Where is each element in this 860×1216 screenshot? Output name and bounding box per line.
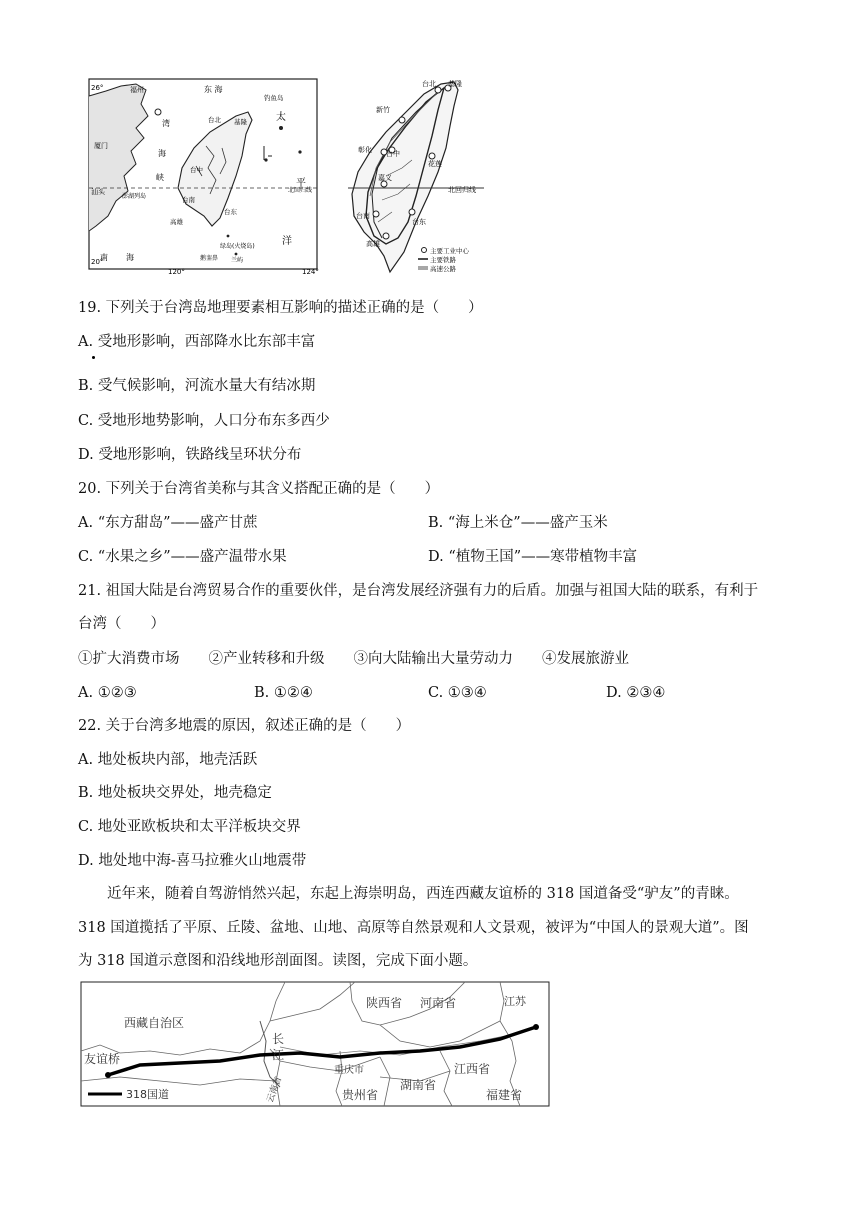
left-gaoxiong-label: 高雄 xyxy=(170,218,183,226)
q22-option-c[interactable]: C. 地处亚欧板块和太平洋板块交界 xyxy=(78,819,301,835)
right-xinzhu-label: 新竹 xyxy=(376,106,390,114)
q21-items: ①扩大消费市场 ②产业转移和升级 ③向大陆输出大量劳动力 ④发展旅游业 xyxy=(78,651,629,667)
q22-option-a[interactable]: A. 地处板块内部，地壳活跃 xyxy=(78,752,258,768)
left-taibei-label: 台北 xyxy=(208,116,221,124)
q20-option-d[interactable]: D. “植物王国”——寒带植物丰富 xyxy=(428,549,638,565)
q19-stem: 19. 下列关于台湾岛地理要素相互影响的描述正确的是（ ） xyxy=(78,300,483,316)
south-sea-nan-label: 南 xyxy=(100,253,108,262)
q20-option-a[interactable]: A. “东方甜岛”——盛产甘蔗 xyxy=(78,515,258,531)
q19-option-b[interactable]: B. 受气候影响，河流水量大有结冰期 xyxy=(78,378,316,394)
hunan-label: 湖南省 xyxy=(400,1078,437,1092)
taiping-tai-label: 太 xyxy=(276,112,286,123)
q20-option-b[interactable]: B. “海上米仓”——盛产玉米 xyxy=(428,515,608,531)
q19-option-a[interactable]: A. 受地形影响，西部降水比东部丰富 xyxy=(78,334,316,350)
lvdao-label: 绿岛(火烧岛) xyxy=(220,243,255,250)
q19-dot-mark xyxy=(92,356,95,359)
left-taidong-label: 台东 xyxy=(224,208,237,216)
legend-industry-label: 主要工业中心 xyxy=(430,247,469,255)
fujian-label: 福建省 xyxy=(486,1088,523,1102)
xiamen-label: 厦门 xyxy=(94,142,108,150)
yunnan-label: 云南省 xyxy=(265,1075,285,1105)
left-jilong-label: 基隆 xyxy=(234,118,247,126)
east-sea-label: 东 海 xyxy=(204,85,223,94)
q21-option-d[interactable]: D. ②③④ xyxy=(606,685,666,701)
jiangsu-label: 江苏 xyxy=(504,995,526,1008)
lon-120-label: 120° xyxy=(168,268,185,276)
q22-option-b[interactable]: B. 地处板块交界处，地壳稳定 xyxy=(78,785,272,801)
youyiqiao-label: 友谊桥 xyxy=(84,1052,121,1066)
legend-railway-label: 主要铁路 xyxy=(430,256,456,264)
passage-line2: 318 国道揽括了平原、丘陵、盆地、山地、高原等自然景观和人文景观，被评为“中国人的景观大道”。图 xyxy=(78,920,749,936)
passage-line1: 近年来，随着自驾游悄然兴起，东起上海崇明岛，西连西藏友谊桥的 318 国道备受“驴友”的青睐。 xyxy=(78,886,739,902)
right-taibei-label: 台北 xyxy=(422,80,436,88)
changjiang-jiang-label: 江 xyxy=(272,1048,285,1062)
q21-option-a[interactable]: A. ①②③ xyxy=(78,685,137,701)
fuzhou-label: 福州 xyxy=(130,86,144,94)
right-jiayi-label: 嘉义 xyxy=(378,174,392,182)
shantou-label: 汕头 xyxy=(91,188,105,196)
changjiang-chang-label: 长 xyxy=(272,1032,285,1046)
taiwan-map-legend xyxy=(418,246,470,273)
taiwan-detail-map xyxy=(348,79,484,273)
q21-stem-line2: 台湾（ ） xyxy=(78,616,165,632)
right-hualian-label: 花莲 xyxy=(428,160,442,168)
henan-label: 河南省 xyxy=(420,996,457,1010)
passage-line3: 为 318 国道示意图和沿线地形剖面图。读图，完成下面小题。 xyxy=(78,953,478,969)
yang-label: 洋 xyxy=(282,236,292,247)
legend-highway-label: 高速公路 xyxy=(430,265,456,273)
south-sea-hai-label: 海 xyxy=(126,253,134,262)
q20-stem: 20. 下列关于台湾省美称与其含义搭配正确的是（ ） xyxy=(78,481,440,497)
right-zhanghua-label: 彰化 xyxy=(358,146,372,154)
jiangxi-label: 江西省 xyxy=(454,1062,491,1076)
q22-stem: 22. 关于台湾多地震的原因，叙述正确的是（ ） xyxy=(78,718,411,734)
strait-hai-label: 海 xyxy=(158,149,166,158)
shaanxi-label: 陕西省 xyxy=(366,996,403,1010)
lon-124-label: 124° xyxy=(302,268,319,276)
lat-20-label: 20° xyxy=(91,258,104,266)
q21-option-b[interactable]: B. ①②④ xyxy=(254,685,313,701)
guizhou-label: 贵州省 xyxy=(342,1088,379,1102)
diaoyu-label: 钓鱼岛 xyxy=(264,94,284,102)
strait-xia-label: 峡 xyxy=(156,173,164,182)
q21-option-c[interactable]: C. ①③④ xyxy=(428,685,487,701)
left-taizhong-label: 台中 xyxy=(190,166,203,174)
eluanbi-label: 鹅銮鼻 xyxy=(200,255,219,262)
lanyu-label: 兰屿 xyxy=(231,257,244,264)
right-tainan-label: 台南 xyxy=(356,212,370,220)
left-tainan-label: 台南 xyxy=(182,196,195,204)
penghu-label: 澎湖列岛 xyxy=(122,193,147,200)
route-318-map xyxy=(80,981,550,1107)
taiping-ping-label: 平 xyxy=(296,178,306,189)
chongqing-label: 重庆市 xyxy=(334,1065,364,1076)
right-tropic-label: 北回归线 xyxy=(448,186,476,194)
route-legend-label: 318国道 xyxy=(126,1088,169,1101)
q19-option-d[interactable]: D. 受地形影响，铁路线呈环状分布 xyxy=(78,447,302,463)
q21-stem-line1: 21. 祖国大陆是台湾贸易合作的重要伙伴，是台湾发展经济强有力的后盾。加强与祖国大陆的联系，有利于 xyxy=(78,583,759,599)
left-tropic-label: 北回归线 xyxy=(288,187,313,194)
right-jilong-label: 基隆 xyxy=(448,80,462,88)
right-taidong-label: 台东 xyxy=(412,218,426,226)
strait-wan-label: 湾 xyxy=(162,119,170,128)
right-taizhong-label: 台中 xyxy=(386,150,400,158)
q22-option-d[interactable]: D. 地处地中海-喜马拉雅火山地震带 xyxy=(78,853,307,869)
taiwan-location-map xyxy=(89,79,319,276)
q20-option-c[interactable]: C. “水果之乡”——盛产温带水果 xyxy=(78,549,287,565)
right-gaoxiong-label: 高雄 xyxy=(366,240,380,248)
xizang-label: 西藏自治区 xyxy=(124,1016,185,1030)
taiwan-maps-figure xyxy=(86,76,496,276)
q19-option-c[interactable]: C. 受地形地势影响，人口分布东多西少 xyxy=(78,413,330,429)
lat-26-label: 26° xyxy=(91,84,104,92)
